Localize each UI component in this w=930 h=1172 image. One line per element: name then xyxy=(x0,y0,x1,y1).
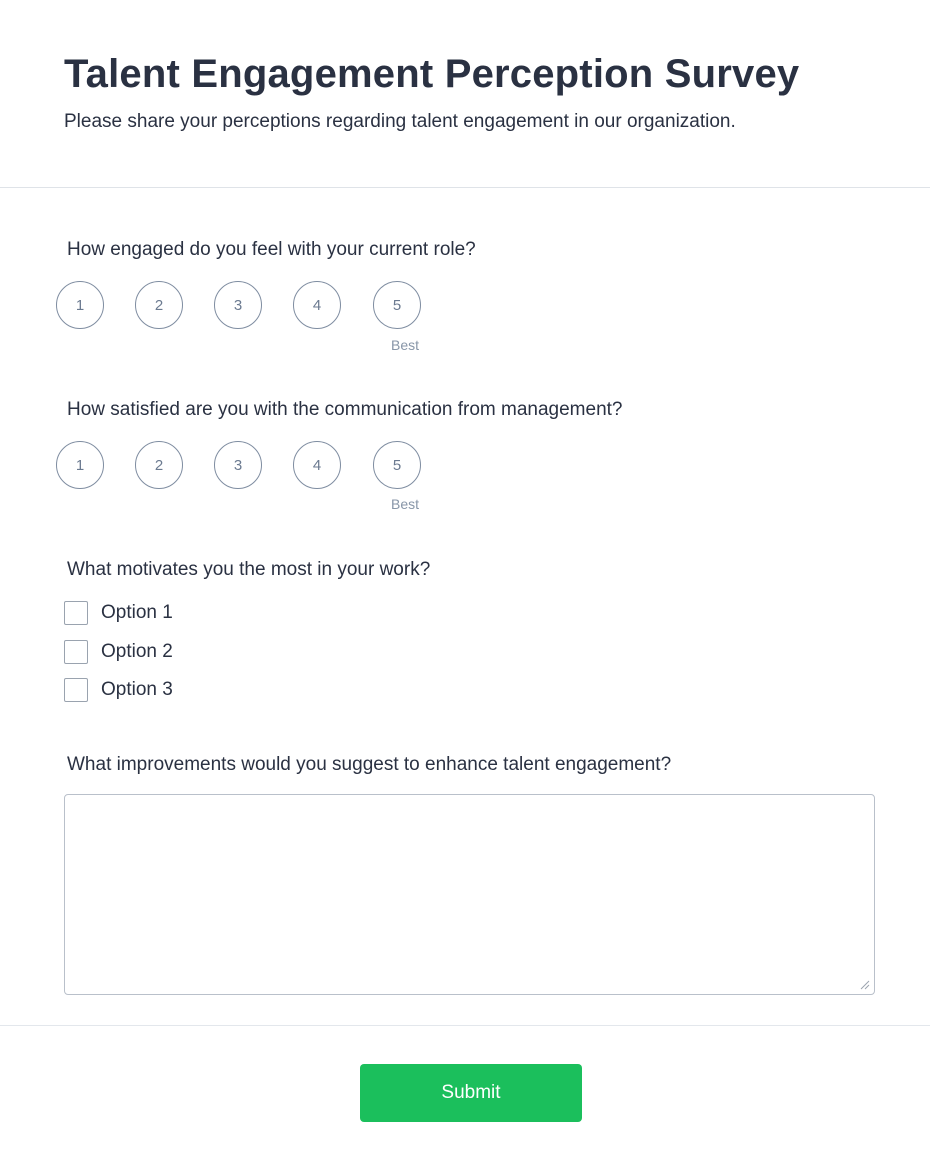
checkbox-icon[interactable] xyxy=(64,678,88,702)
rating-option-3[interactable]: 3 xyxy=(214,441,262,489)
rating-option-4[interactable]: 4 xyxy=(293,441,341,489)
question-1-label: How engaged do you feel with your current role? xyxy=(67,239,476,260)
rating-option-1[interactable]: 1 xyxy=(56,281,104,329)
page-title: Talent Engagement Perception Survey xyxy=(64,52,800,96)
checkbox-icon[interactable] xyxy=(64,640,88,664)
rating-best-label: Best xyxy=(391,496,420,512)
checkbox-icon[interactable] xyxy=(64,601,88,625)
question-3-label: What motivates you the most in your work? xyxy=(67,559,431,580)
rating-option-2[interactable]: 2 xyxy=(135,281,183,329)
checkbox-option-3[interactable] xyxy=(64,677,173,703)
page-subtitle: Please share your perceptions regarding talent engagement in our organization. xyxy=(64,111,736,132)
rating-option-5[interactable]: 5 xyxy=(373,281,421,329)
rating-option-4[interactable]: 4 xyxy=(293,281,341,329)
checkbox-option-2[interactable] xyxy=(64,639,173,665)
rating-option-3[interactable]: 3 xyxy=(214,281,262,329)
resize-handle-icon[interactable] xyxy=(858,978,870,990)
checkbox-label: Option 2 xyxy=(101,641,173,662)
question-4-label: What improvements would you suggest to enhance talent engagement? xyxy=(67,754,672,775)
survey-header xyxy=(0,0,930,188)
rating-option-2[interactable]: 2 xyxy=(135,441,183,489)
checkbox-label: Option 1 xyxy=(101,602,173,623)
submit-button[interactable]: Submit xyxy=(360,1064,582,1122)
question-2-label: How satisfied are you with the communication from management? xyxy=(67,399,623,420)
checkbox-label: Option 3 xyxy=(101,679,173,700)
rating-best-label: Best xyxy=(391,337,420,353)
checkbox-option-1[interactable] xyxy=(64,600,173,626)
rating-option-5[interactable]: 5 xyxy=(373,441,421,489)
rating-option-1[interactable]: 1 xyxy=(56,441,104,489)
footer-divider xyxy=(0,1025,930,1026)
improvements-textarea[interactable] xyxy=(64,794,875,995)
